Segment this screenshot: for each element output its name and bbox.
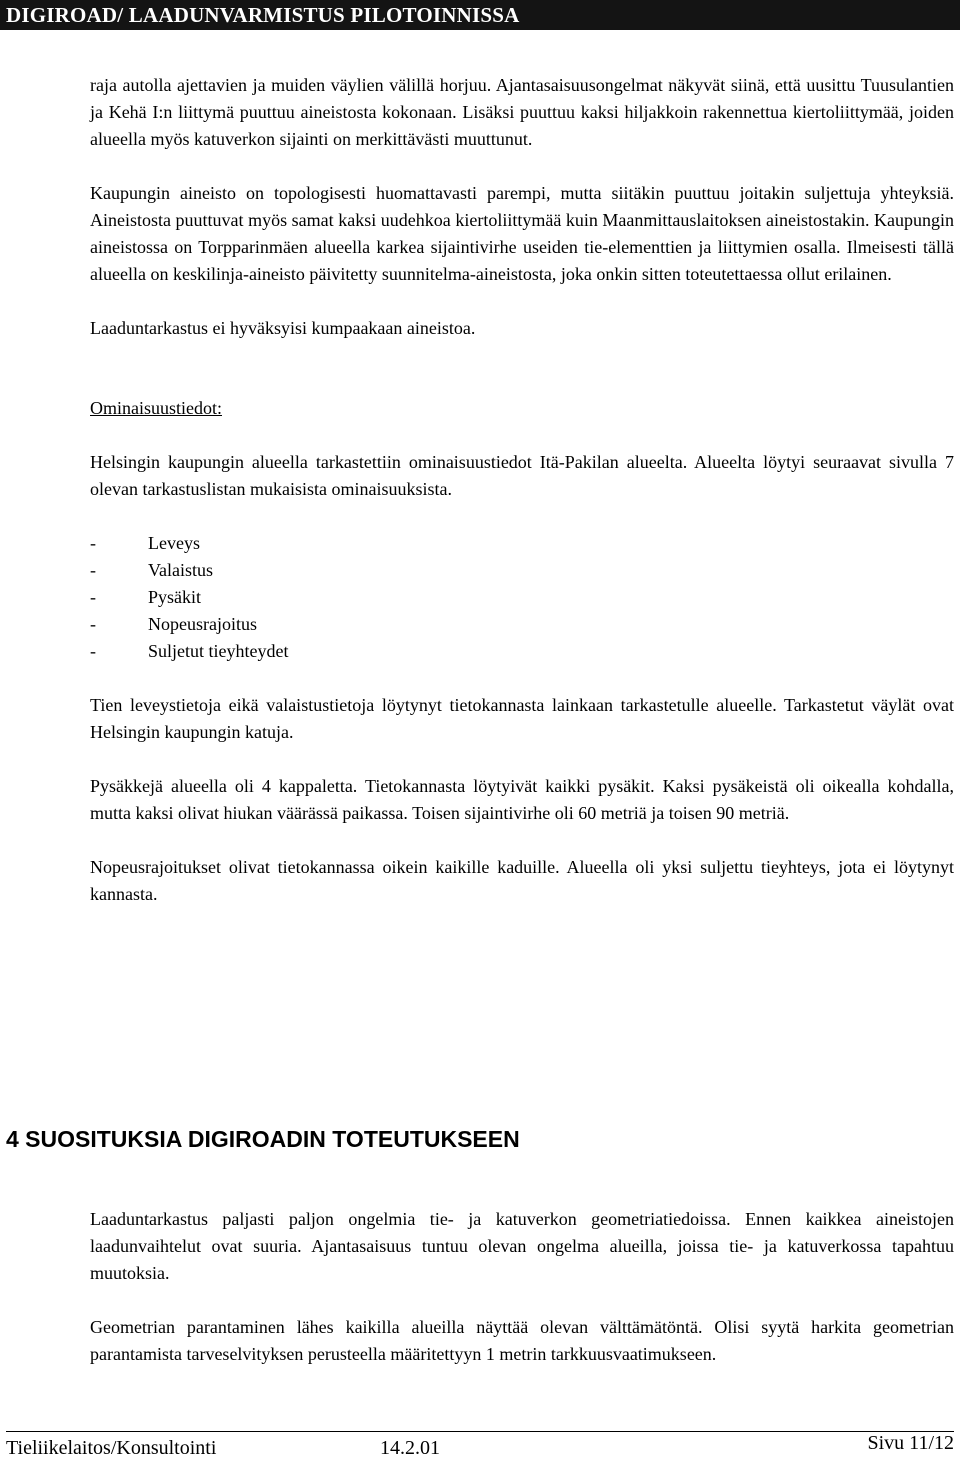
footer-organization: Tieliikelaitos/Konsultointi: [6, 1437, 217, 1459]
footer-date: 14.2.01: [380, 1437, 440, 1459]
body-text: [90, 72, 954, 908]
paragraph-5: Tien leveystietoja eikä valaistustietoja löytynyt tietokannasta lainkaan tarkastetulle alueelle. Tarkastetut väylät ovat Helsingin kaupungin katuja.: [90, 695, 954, 742]
paragraph-2: Kaupungin aineisto on topologisesti huomattavasti parempi, mutta siitäkin puuttuu joitakin suljettuja yhteyksiä. Aineistosta puuttuvat myös samat kaksi uudehkoa kiertoliittymää kuin Maanmittauslaitoksen aineistostakin. Kaupungin aineistossa on Torpparinmäen alueella karkea sijaintivirhe useiden tie-elementtien ja liittymien osalla. Ilmeisesti tällä alueella on keskilinja-aineisto päivitetty suunnitelma-aineistosta, joka onkin sitten toteutettaessa ollut erilainen.: [90, 183, 954, 284]
attribute-list: [90, 530, 954, 665]
section-title: 4 SUOSITUKSIA DIGIROADIN TOTEUTUKSEEN: [6, 1126, 520, 1152]
section-paragraph-2: Geometrian parantaminen lähes kaikilla alueilla näyttää olevan välttämätöntä. Olisi syytä harkita geometrian parantamista tarveselvityksen perusteella määritettyyn 1 metrin tarkkuusvaatimukseen.: [90, 1317, 954, 1364]
subheading-ominaisuustiedot: Ominaisuustiedot:: [90, 398, 222, 418]
list-item: - Valaistus: [90, 560, 213, 580]
section-body: [90, 1206, 954, 1368]
paragraph-1: raja autolla ajettavien ja muiden väylien välillä horjuu. Ajantasaisuusongelmat näkyvät siinä, että uusittu Tuusulantien ja Kehä I:n liittymä puuttuu aineistosta kokonaan. Lisäksi puuttuu kaksi hiljakkoin rakennettua kiertoliittymää, joiden alueella myös katuverkon sijainti on merkittävästi muuttunut.: [90, 75, 954, 149]
page-number: Sivu 11/12: [867, 1432, 954, 1454]
list-item: - Nopeusrajoitus: [90, 614, 257, 634]
paragraph-4: Helsingin kaupungin alueella tarkastettiin ominaisuustiedot Itä-Pakilan alueelta. Alueelta löytyi seuraavat sivulla 7 olevan tarkastuslistan mukaisista ominaisuuksista.: [90, 452, 954, 499]
document-footer: [6, 1432, 954, 1458]
list-item: - Leveys: [90, 533, 200, 553]
list-item: - Pysäkit: [90, 587, 202, 607]
document-header: [0, 0, 960, 30]
paragraph-7: Nopeusrajoitukset olivat tietokannassa oikein kaikille kaduille. Alueella oli yksi suljettu tieyhteys, jota ei löytynyt kannasta.: [90, 857, 954, 904]
paragraph-6: Pysäkkejä alueella oli 4 kappaletta. Tietokannasta löytyivät kaikki pysäkit. Kaksi pysäkeistä oli oikealla kohdalla, mutta kaksi olivat hiukan väärässä paikassa. Toisen sijaintivirhe oli 60 metriä ja toisen 90 metriä.: [90, 776, 954, 823]
paragraph-3: Laaduntarkastus ei hyväksyisi kumpaakaan aineistoa.: [90, 318, 476, 338]
section-paragraph-1: Laaduntarkastus paljasti paljon ongelmia tie- ja katuverkon geometriatiedoissa. Ennen kaikkea aineistojen laadunvaihtelut ovat suuria. Ajantasaisuus tuntuu olevan ongelma alueilla, joissa tie- ja katuverkossa tapahtuu muutoksia.: [90, 1209, 954, 1283]
list-item: - Suljetut tieyhteydet: [90, 641, 289, 661]
header-title: DIGIROAD/ LAADUNVARMISTUS PILOTOINNISSA: [6, 3, 520, 27]
